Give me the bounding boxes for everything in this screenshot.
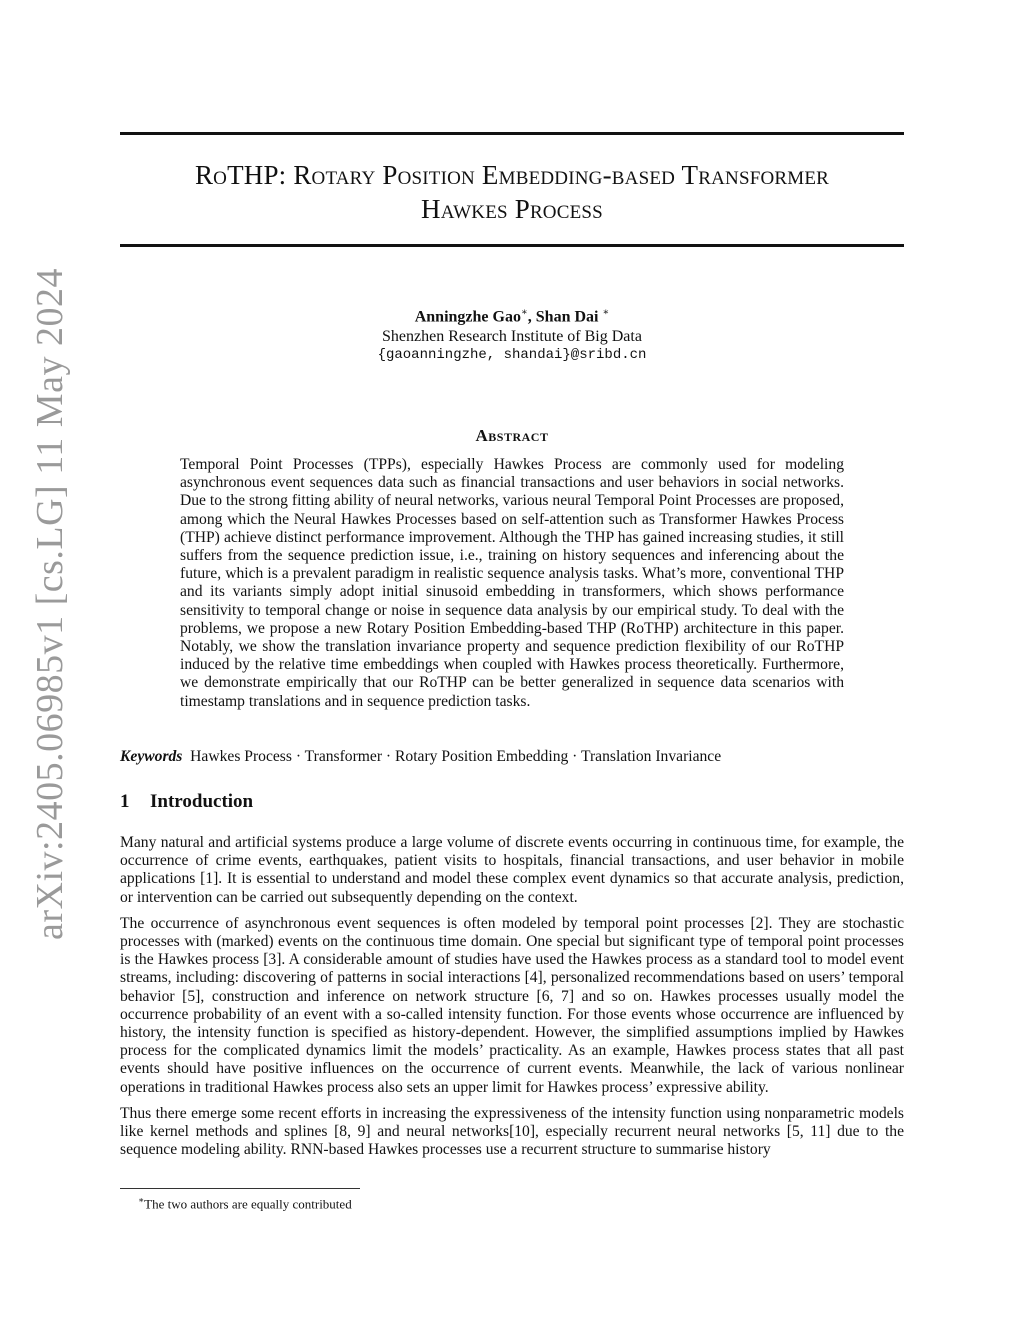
footnote-text: The two authors are equally contributed <box>144 1196 352 1212</box>
introduction-body <box>120 834 904 1167</box>
keywords-label: Keywords <box>120 748 183 765</box>
author-1: Anningzhe Gao <box>414 308 521 326</box>
arxiv-identifier-stamp: arXiv:2405.06985v1 [cs.LG] 11 May 2024 <box>29 268 71 940</box>
author-2-marker: ∗ <box>602 307 610 318</box>
abstract-heading: Abstract <box>475 426 549 445</box>
footnote-marker: ∗ <box>138 1195 145 1205</box>
author-names: Anningzhe Gao∗, Shan Dai ∗ <box>414 307 610 326</box>
footnote <box>138 1192 352 1212</box>
section-number: 1 <box>120 791 130 812</box>
title-line-1: RoTHP: Rotary Position Embedding-based Transformer <box>194 160 830 190</box>
section-heading-introduction <box>120 791 253 813</box>
keywords-text: Hawkes Process · Transformer · Rotary Position Embedding · Translation Invariance <box>190 748 722 765</box>
author-email: {gaoanningzhe, shandai}@sribd.cn <box>377 347 647 364</box>
author-1-marker: ∗ <box>520 307 528 318</box>
section-title: Introduction <box>150 791 254 812</box>
title-rule-bottom <box>120 244 904 247</box>
affiliation: Shenzhen Research Institute of Big Data <box>382 328 642 346</box>
abstract-text: Temporal Point Processes (TPPs), especially Hawkes Process are commonly used for modeling asynchronous event sequences data such as financial transactions and user behaviors in social networks. Due to the strong fitting ability of neural networks, various neural Temporal Point Processes are proposed, among which the Neural Hawkes Processes based on self-attention such as Transformer Hawkes Process (THP) achieve distinct performance improvement. Although the THP has gained increasing studies, it still suffers from the sequence prediction issue, i.e., training on history sequences and inferencing about the future, which is a prevalent paradigm in realistic sequence analysis tasks. What’s more, conventional THP and its variants simply adopt initial sinusoid embedding in transformers, which shows performance sensitivity to temporal change or noise in sequence data analysis by our empirical study. To deal with the problems, we propose a new Rotary Position Embedding-based THP (RoTHP) architecture in this paper. Notably, we show the translation invariance property and sequence prediction flexibility of our RoTHP induced by the relative time embeddings when coupled with Hawkes process theoretically. Furthermore, we demonstrate empirically that our RoTHP can be better generalized in sequence data scenarios with timestamp translations and in sequence prediction tasks. <box>180 456 844 710</box>
title-rule-top <box>120 132 904 135</box>
author-2: Shan Dai <box>535 308 599 326</box>
paragraph: Many natural and artificial systems produce a large volume of discrete events occurring in continuous time, for example, the occurrence of crime events, earthquakes, patient visits to hospitals, financial transactions, and user behavior in mobile applications [1]. It is essential to understand and model these complex event dynamics so that accurate analysis, prediction, or intervention can be carried out subsequently depending on the context. <box>120 834 904 906</box>
paper-title <box>120 158 904 226</box>
keywords-line <box>120 747 904 766</box>
footnote-rule <box>120 1188 360 1189</box>
paragraph: Thus there emerge some recent efforts in increasing the expressiveness of the intensity function using nonparametric models like kernel methods and splines [8, 9] and neural networks[10], especially recurrent neural networks [5, 11] due to the sequence modeling ability. RNN-based Hawkes processes use a recurrent structure to summarise history <box>120 1104 904 1159</box>
title-line-2: Hawkes Process <box>421 194 603 224</box>
paragraph: The occurrence of asynchronous event sequences is often modeled by temporal point processes [2]. They are stochastic processes with (marked) events on the continuous time domain. One special but significant type of temporal point processes is the Hawkes process [3]. A considerable amount of studies have used the Hawkes process as a standard tool to model event streams, including: discovering of patterns in social interactions [4], personalized recommendations based on users’ temporal behavior [5], construction and inference on network structure [6, 7] and so on. Hawkes processes usually model the occurrence probability of an event with a so-called intensity function. For those events whose occurrence are influenced by history, the intensity function is specified as history-dependent. However, the simplified assumptions implied by Hawkes process for the complicated dynamics limit the models’ practicality. As an example, Hawkes process states that all past events should have positive influences on the occurrence of current events. Meanwhile, the lack of various nonlinear operations in traditional Hawkes process also sets an upper limit for Hawkes process’ expressive ability. <box>120 914 904 1096</box>
author-block <box>120 303 904 365</box>
